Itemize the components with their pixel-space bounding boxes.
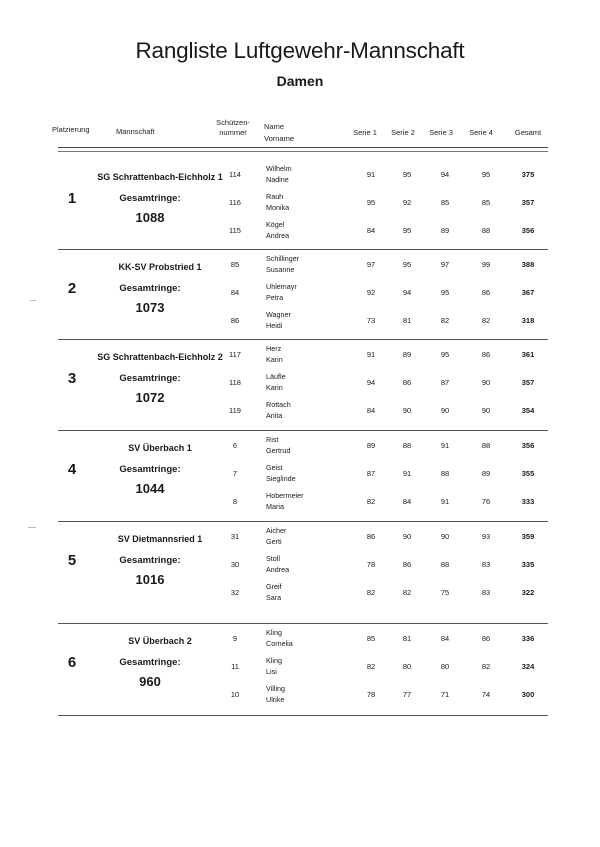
table-row xyxy=(0,582,600,608)
shooter-name-cell xyxy=(266,628,346,649)
gesamtringe-value: 1044 xyxy=(135,481,165,496)
shooter-lastname: Aicher xyxy=(266,526,287,535)
header-schuetzen-line1: Schützen- xyxy=(216,118,250,127)
shooter-firstname: Petra xyxy=(266,292,284,302)
gesamtringe-value: 960 xyxy=(139,674,161,689)
shooter-name-cell xyxy=(266,526,346,547)
shooter-firstname: Andrea xyxy=(266,230,290,240)
shooter-lastname: Herz xyxy=(266,344,282,353)
serie-3-score: 95 xyxy=(440,350,450,359)
shooter-name-cell xyxy=(266,435,346,456)
header-name-line1: Name xyxy=(264,122,285,131)
serie-2-score: 95 xyxy=(402,226,412,235)
table-row xyxy=(0,344,600,370)
shooter-lastname: Hobermeier xyxy=(266,491,304,500)
gesamtringe-label: Gesamtringe: xyxy=(119,373,181,384)
serie-3-score: 71 xyxy=(440,690,450,699)
serie-3-score: 85 xyxy=(440,198,450,207)
shooter-name-cell xyxy=(266,554,346,575)
shooter-name-cell xyxy=(266,344,346,365)
serie-4-score: 90 xyxy=(481,406,491,415)
header-rule-top xyxy=(58,147,548,148)
table-row xyxy=(0,435,600,461)
serie-1-score: 91 xyxy=(366,350,376,359)
serie-4-score: 82 xyxy=(481,662,491,671)
team-name: SG Schrattenbach-Eichholz 2 xyxy=(97,352,223,362)
shooter-name-cell xyxy=(266,282,346,303)
serie-3-score: 91 xyxy=(440,441,450,450)
shooter-firstname: Maria xyxy=(266,501,284,511)
shooter-total: 335 xyxy=(521,560,535,569)
table-row xyxy=(0,554,600,580)
team-name: SV Überbach 2 xyxy=(128,636,192,646)
gesamtringe-value: 1072 xyxy=(135,390,165,405)
serie-2-score: 86 xyxy=(402,378,412,387)
serie-1-score: 86 xyxy=(366,532,376,541)
team-group xyxy=(0,431,600,522)
serie-4-score: 86 xyxy=(481,634,491,643)
serie-2-score: 84 xyxy=(402,497,412,506)
serie-3-score: 88 xyxy=(440,560,450,569)
shooter-name-cell xyxy=(266,582,346,603)
shooter-name-cell xyxy=(266,400,346,421)
team-group xyxy=(0,250,600,340)
team-name: SV Dietmannsried 1 xyxy=(117,534,203,544)
shooter-firstname: Andrea xyxy=(266,564,290,574)
serie-3-score: 90 xyxy=(440,406,450,415)
shooter-total: 356 xyxy=(521,226,535,235)
serie-2-score: 86 xyxy=(402,560,412,569)
group-divider xyxy=(58,715,548,716)
team-name: KK-SV Probstried 1 xyxy=(118,262,202,272)
shooter-number: 85 xyxy=(230,260,240,269)
table-row xyxy=(0,254,600,280)
serie-2-score: 92 xyxy=(402,198,412,207)
shooter-total: 324 xyxy=(521,662,535,671)
shooter-lastname: Geist xyxy=(266,463,283,472)
serie-1-score: 95 xyxy=(366,198,376,207)
serie-1-score: 94 xyxy=(366,378,376,387)
serie-3-score: 84 xyxy=(440,634,450,643)
serie-4-score: 74 xyxy=(481,690,491,699)
shooter-total: 356 xyxy=(521,441,535,450)
serie-4-score: 88 xyxy=(481,441,491,450)
serie-3-score: 91 xyxy=(440,497,450,506)
serie-2-score: 89 xyxy=(402,350,412,359)
header-serie4: Serie 4 xyxy=(469,128,493,137)
shooter-number: 7 xyxy=(232,469,238,478)
serie-4-score: 99 xyxy=(481,260,491,269)
table-row xyxy=(0,400,600,426)
shooter-number: 86 xyxy=(230,316,240,325)
serie-3-score: 94 xyxy=(440,170,450,179)
serie-1-score: 78 xyxy=(366,690,376,699)
serie-3-score: 88 xyxy=(440,469,450,478)
header-schuetzennummer xyxy=(208,118,258,138)
header-gesamt: Gesamt xyxy=(514,128,542,137)
serie-4-score: 83 xyxy=(481,560,491,569)
scan-mark xyxy=(30,300,36,301)
shooter-number: 84 xyxy=(230,288,240,297)
serie-4-score: 90 xyxy=(481,378,491,387)
gesamtringe-value: 1088 xyxy=(135,210,165,225)
shooter-number: 115 xyxy=(229,226,241,235)
team-place: 6 xyxy=(67,654,77,671)
team-place: 4 xyxy=(67,461,77,478)
serie-1-score: 92 xyxy=(366,288,376,297)
serie-3-score: 97 xyxy=(440,260,450,269)
table-row xyxy=(0,372,600,398)
shooter-total: 359 xyxy=(521,532,535,541)
shooter-number: 118 xyxy=(229,378,241,387)
serie-2-score: 95 xyxy=(402,170,412,179)
shooter-total: 355 xyxy=(521,469,535,478)
table-row xyxy=(0,491,600,517)
shooter-number: 30 xyxy=(230,560,240,569)
page-subtitle: Damen xyxy=(276,73,324,89)
shooter-lastname: Kögel xyxy=(266,220,285,229)
serie-4-score: 85 xyxy=(481,198,491,207)
serie-2-score: 80 xyxy=(402,662,412,671)
shooter-total: 322 xyxy=(521,588,535,597)
serie-3-score: 89 xyxy=(440,226,450,235)
shooter-lastname: Läufle xyxy=(266,372,286,381)
serie-4-score: 86 xyxy=(481,288,491,297)
serie-3-score: 80 xyxy=(440,662,450,671)
shooter-firstname: Karin xyxy=(266,354,283,364)
serie-1-score: 87 xyxy=(366,469,376,478)
table-row xyxy=(0,192,600,218)
header-serie3: Serie 3 xyxy=(429,128,453,137)
team-name: SV Überbach 1 xyxy=(128,443,192,453)
shooter-total: 357 xyxy=(521,198,535,207)
serie-1-score: 89 xyxy=(366,441,376,450)
table-row xyxy=(0,656,600,682)
gesamtringe-label: Gesamtringe: xyxy=(119,283,181,294)
shooter-lastname: Uhlemayr xyxy=(266,282,297,291)
gesamtringe-value: 1016 xyxy=(135,572,165,587)
shooter-lastname: Wagner xyxy=(266,310,291,319)
shooter-number: 11 xyxy=(231,662,239,671)
serie-4-score: 86 xyxy=(481,350,491,359)
team-name: SG Schrattenbach-Eichholz 1 xyxy=(97,172,223,182)
header-mannschaft: Mannschaft xyxy=(116,127,155,136)
serie-2-score: 81 xyxy=(402,634,412,643)
team-place: 1 xyxy=(67,190,77,207)
header-rule-bottom xyxy=(58,151,548,152)
shooter-number: 32 xyxy=(230,588,240,597)
team-place: 3 xyxy=(67,370,77,387)
table-row xyxy=(0,164,600,190)
shooter-total: 354 xyxy=(521,406,535,415)
serie-1-score: 84 xyxy=(366,406,376,415)
shooter-name-cell xyxy=(266,254,346,275)
shooter-lastname: Schillinger xyxy=(266,254,300,263)
shooter-total: 375 xyxy=(521,170,535,179)
shooter-firstname: Anita xyxy=(266,410,283,420)
serie-2-score: 91 xyxy=(402,469,412,478)
shooter-number: 6 xyxy=(232,441,238,450)
shooter-firstname: Sieglinde xyxy=(266,473,296,483)
shooter-firstname: Karin xyxy=(266,382,283,392)
team-group xyxy=(0,522,600,624)
shooter-total: 388 xyxy=(521,260,535,269)
shooter-total: 300 xyxy=(521,690,535,699)
shooter-firstname: Gerti xyxy=(266,536,282,546)
shooter-number: 116 xyxy=(229,198,241,207)
header-platzierung: Platzierung xyxy=(52,125,90,134)
shooter-lastname: Villing xyxy=(266,684,286,693)
header-name-line2: Vorname xyxy=(264,134,295,143)
gesamtringe-label: Gesamtringe: xyxy=(119,555,181,566)
serie-3-score: 75 xyxy=(440,588,450,597)
shooter-lastname: Kling xyxy=(266,628,282,637)
serie-4-score: 83 xyxy=(481,588,491,597)
shooter-firstname: Monika xyxy=(266,202,290,212)
serie-3-score: 90 xyxy=(440,532,450,541)
shooter-name-cell xyxy=(266,372,346,393)
shooter-total: 361 xyxy=(521,350,535,359)
shooter-lastname: Greif xyxy=(266,582,282,591)
shooter-lastname: Rottach xyxy=(266,400,291,409)
shooter-name-cell xyxy=(266,310,346,331)
scan-mark xyxy=(28,527,36,528)
table-row xyxy=(0,310,600,336)
shooter-lastname: Stoll xyxy=(266,554,280,563)
shooter-name-cell xyxy=(266,491,346,512)
shooter-firstname: Ulrike xyxy=(266,694,285,704)
shooter-firstname: Nadine xyxy=(266,174,289,184)
header-name xyxy=(264,121,294,145)
shooter-number: 117 xyxy=(229,350,241,359)
serie-2-score: 81 xyxy=(402,316,412,325)
team-place: 5 xyxy=(67,552,77,569)
serie-3-score: 87 xyxy=(440,378,450,387)
serie-2-score: 88 xyxy=(402,441,412,450)
serie-2-score: 90 xyxy=(402,532,412,541)
serie-1-score: 73 xyxy=(366,316,376,325)
serie-2-score: 94 xyxy=(402,288,412,297)
shooter-firstname: Sara xyxy=(266,592,282,602)
shooter-name-cell xyxy=(266,463,346,484)
shooter-number: 10 xyxy=(230,690,240,699)
team-place: 2 xyxy=(67,280,77,297)
serie-1-score: 82 xyxy=(366,662,376,671)
shooter-number: 119 xyxy=(229,406,241,415)
shooter-total: 333 xyxy=(521,497,535,506)
serie-2-score: 82 xyxy=(402,588,412,597)
shooter-firstname: Gertrud xyxy=(266,445,291,455)
shooter-number: 114 xyxy=(229,170,241,179)
serie-1-score: 82 xyxy=(366,497,376,506)
table-row xyxy=(0,220,600,246)
table-row xyxy=(0,526,600,552)
shooter-name-cell xyxy=(266,164,346,185)
serie-3-score: 95 xyxy=(440,288,450,297)
team-group xyxy=(0,160,600,250)
shooter-lastname: Kling xyxy=(266,656,282,665)
serie-3-score: 82 xyxy=(440,316,450,325)
shooter-name-cell xyxy=(266,656,346,677)
serie-4-score: 88 xyxy=(481,226,491,235)
gesamtringe-label: Gesamtringe: xyxy=(119,193,181,204)
serie-4-score: 76 xyxy=(481,497,491,506)
serie-1-score: 78 xyxy=(366,560,376,569)
shooter-number: 8 xyxy=(232,497,238,506)
serie-1-score: 91 xyxy=(366,170,376,179)
shooter-total: 357 xyxy=(521,378,535,387)
shooter-lastname: Wilhelm xyxy=(266,164,292,173)
shooter-firstname: Susanne xyxy=(266,264,295,274)
shooter-lastname: Rist xyxy=(266,435,279,444)
table-row xyxy=(0,463,600,489)
header-serie2: Serie 2 xyxy=(391,128,415,137)
shooter-total: 367 xyxy=(521,288,535,297)
serie-1-score: 85 xyxy=(366,634,376,643)
shooter-number: 31 xyxy=(230,532,240,541)
shooter-name-cell xyxy=(266,220,346,241)
table-row xyxy=(0,282,600,308)
table-row xyxy=(0,628,600,654)
serie-4-score: 82 xyxy=(481,316,491,325)
table-row xyxy=(0,684,600,710)
page-title: Rangliste Luftgewehr-Mannschaft xyxy=(135,38,465,63)
serie-2-score: 95 xyxy=(402,260,412,269)
serie-2-score: 77 xyxy=(402,690,412,699)
shooter-name-cell xyxy=(266,684,346,705)
shooter-firstname: Lisi xyxy=(266,666,277,676)
shooter-number: 9 xyxy=(232,634,238,643)
shooter-firstname: Heidi xyxy=(266,320,283,330)
serie-1-score: 97 xyxy=(366,260,376,269)
serie-2-score: 90 xyxy=(402,406,412,415)
shooter-total: 318 xyxy=(521,316,535,325)
serie-1-score: 84 xyxy=(366,226,376,235)
serie-4-score: 93 xyxy=(481,532,491,541)
shooter-lastname: Rauh xyxy=(266,192,284,201)
header-schuetzen-line2: nummer xyxy=(219,128,247,137)
shooter-name-cell xyxy=(266,192,346,213)
team-group xyxy=(0,624,600,716)
shooter-total: 336 xyxy=(521,634,535,643)
gesamtringe-value: 1073 xyxy=(135,300,165,315)
header-serie1: Serie 1 xyxy=(353,128,377,137)
serie-4-score: 89 xyxy=(481,469,491,478)
team-group xyxy=(0,340,600,431)
shooter-firstname: Cornelia xyxy=(266,638,293,648)
serie-1-score: 82 xyxy=(366,588,376,597)
serie-4-score: 95 xyxy=(481,170,491,179)
gesamtringe-label: Gesamtringe: xyxy=(119,657,181,668)
gesamtringe-label: Gesamtringe: xyxy=(119,464,181,475)
